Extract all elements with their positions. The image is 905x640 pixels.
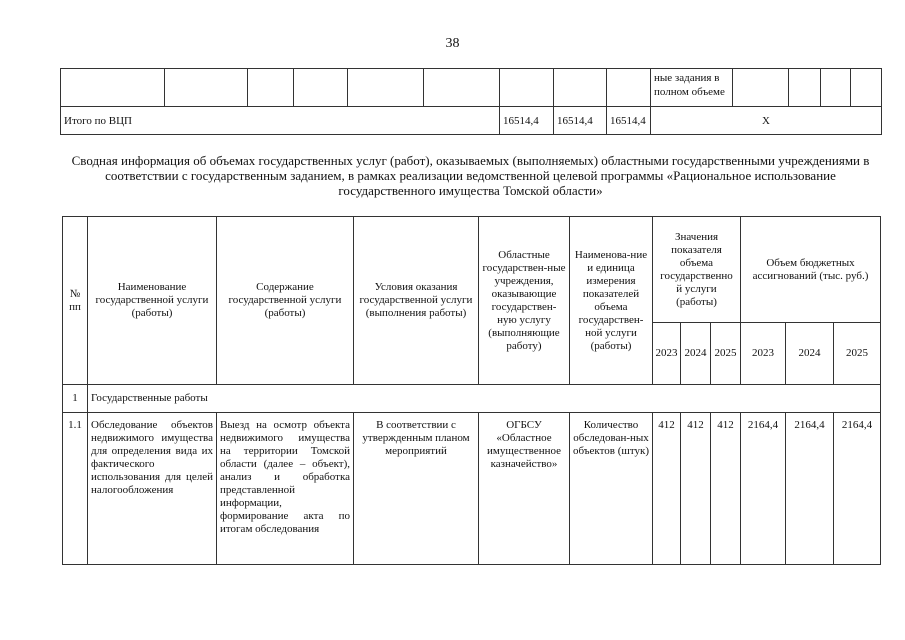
row-budget-2023: 2164,4 xyxy=(741,413,786,565)
page-number: 38 xyxy=(445,36,460,51)
year-2023: 2023 xyxy=(653,323,681,385)
total-row xyxy=(61,107,882,135)
year-2025: 2025 xyxy=(711,323,741,385)
row-institution: ОГБСУ «Областное имущественное казначейство» xyxy=(479,413,570,565)
previous-table-continuation xyxy=(60,68,882,135)
total-value-3: 16514,4 xyxy=(607,107,651,135)
header-name: Наименование государственной услуги (работы) xyxy=(88,217,217,385)
row-budget-2024: 2164,4 xyxy=(786,413,834,565)
section-heading: Сводная информация об объемах государственных услуг (работ), оказываемых (выполняемых) областными государственными учреждениями в соответствии с государственным заданием, в рамках реализации ведомственной целевой программы «Рациональное использование государственного имущества Томской области» xyxy=(71,153,870,198)
total-value-1: 16514,4 xyxy=(500,107,554,135)
table-row xyxy=(63,413,881,565)
section-num: 1 xyxy=(63,385,88,413)
budget-year-2023: 2023 xyxy=(741,323,786,385)
row-value-2023: 412 xyxy=(653,413,681,565)
total-mark: Х xyxy=(651,107,882,135)
total-label: Итого по ВЦП xyxy=(61,107,500,135)
total-value-2: 16514,4 xyxy=(554,107,607,135)
row-value-2025: 412 xyxy=(711,413,741,565)
header-values: Значения показателя объема государственно й услуги (работы) xyxy=(653,217,741,323)
header-indicator: Наименова-ние и единица измерения показателей объема государствен-ной услуги (работы) xyxy=(570,217,653,385)
row-num: 1.1 xyxy=(63,413,88,565)
header-conditions: Условия оказания государственной услуги (выполнения работы) xyxy=(354,217,479,385)
budget-year-2025: 2025 xyxy=(834,323,881,385)
services-table xyxy=(62,216,881,565)
header-row xyxy=(63,217,881,323)
table-row xyxy=(61,69,882,107)
header-budget: Объем бюджетных ассигнований (тыс. руб.) xyxy=(741,217,881,323)
table-cell-text: ные задания в полном объеме xyxy=(651,69,733,107)
section-row xyxy=(63,385,881,413)
header-institutions: Областные государствен-ные учреждения, оказывающие государствен-ную услугу (выполняющие работу) xyxy=(479,217,570,385)
header-num: № пп xyxy=(63,217,88,385)
row-name: Обследование объектов недвижимого имущества для определения вида их фактического использования для целей налогообложения xyxy=(88,413,217,565)
row-indicator: Количество обследован-ных объектов (штук) xyxy=(570,413,653,565)
budget-year-2024: 2024 xyxy=(786,323,834,385)
section-label: Государственные работы xyxy=(88,385,881,413)
header-content: Содержание государственной услуги (работы) xyxy=(217,217,354,385)
row-budget-2025: 2164,4 xyxy=(834,413,881,565)
row-conditions: В соответствии с утвержденным планом мероприятий xyxy=(354,413,479,565)
year-2024: 2024 xyxy=(681,323,711,385)
row-content: Выезд на осмотр объекта недвижимого имущества на территории Томской области (далее – объект), анализ и обработка представленной информации, формирование акта по итогам обследования xyxy=(217,413,354,565)
row-value-2024: 412 xyxy=(681,413,711,565)
